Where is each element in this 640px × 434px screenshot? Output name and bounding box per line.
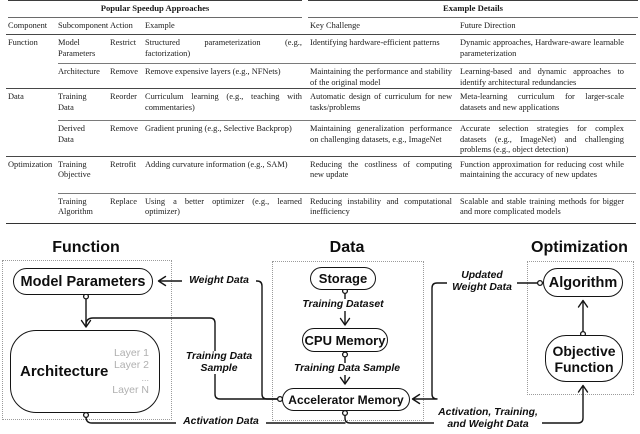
cell-subcomponent: Architecture xyxy=(58,67,100,76)
table-group-header-row xyxy=(0,0,640,18)
group-header-example-details: Example Details xyxy=(308,0,638,18)
column-header-subcomponent: Subcomponent xyxy=(58,20,109,30)
layer-item: Layer 1 xyxy=(113,346,149,359)
layer-item: Layer 2 xyxy=(113,359,149,371)
table-column-header-row xyxy=(0,18,640,35)
connector-dot xyxy=(343,352,348,357)
cell-future-direction: Learning-based and dynamic approaches to identify architectural redundancies xyxy=(460,67,624,87)
cell-example: Gradient pruning (e.g., Selective Backprop) xyxy=(145,124,292,133)
cell-key-challenge: Automatic design of curriculum for new tasks/problems xyxy=(310,92,452,112)
table-row xyxy=(0,64,640,88)
edge-label-training-data-sample-left: Training Data Sample xyxy=(179,351,259,374)
cell-example: Using a better optimizer (e.g., learned optimizer) xyxy=(145,196,302,216)
architecture-label: Architecture xyxy=(20,363,109,380)
table-row xyxy=(0,157,640,193)
cell-subcomponent: Training Algorithm xyxy=(58,196,93,216)
cell-key-challenge: Identifying hardware-efficient patterns xyxy=(310,38,440,47)
node-algorithm: Algorithm xyxy=(543,268,623,297)
connector-dot xyxy=(84,413,89,418)
column-header-key-challenge: Key Challenge xyxy=(310,20,361,30)
edge-label-activation-training-weight-data: Activation, Training, and Weight Data xyxy=(434,407,542,430)
table-row xyxy=(0,89,640,120)
edge-label-training-dataset: Training Dataset xyxy=(294,299,392,311)
cell-key-challenge: Reducing the costliness of computing new update xyxy=(310,159,452,179)
table-bottom-rule xyxy=(6,223,636,224)
node-cpu-memory: CPU Memory xyxy=(302,328,388,352)
table-row xyxy=(0,121,640,156)
training-pipeline-diagram xyxy=(0,230,640,434)
cell-example: Structured parameterization (e.g., factorization) xyxy=(145,38,302,58)
ellipsis: ... xyxy=(141,372,149,383)
table-row xyxy=(0,35,640,63)
connector-dot xyxy=(538,281,543,286)
cell-future-direction: Function approximation for reducing cost while maintaining the accuracy of new updates xyxy=(460,159,624,179)
cell-future-direction: Accurate selection strategies for complex datasets (e.g., ImageNet) and challenging problems (e.g., object detection) xyxy=(460,124,624,154)
cell-action: Remove xyxy=(110,124,138,133)
function-section-title: Function xyxy=(52,239,120,256)
edge-weight-data xyxy=(159,281,280,399)
cell-action: Remove xyxy=(110,67,138,76)
cell-component xyxy=(8,64,58,67)
cell-key-challenge: Reducing instability and computational inefficiency xyxy=(310,196,452,216)
cell-subcomponent: Training Data xyxy=(58,92,87,112)
cell-example: Curriculum learning (e.g., teaching with commentaries) xyxy=(145,92,302,112)
column-header-component: Component xyxy=(8,20,48,30)
cell-subcomponent: Training Objective xyxy=(58,159,91,179)
cell-component xyxy=(8,194,58,197)
cell-key-challenge: Maintaining the performance and stability of the original model xyxy=(310,67,452,87)
cell-action: Restrict xyxy=(110,38,137,47)
cell-future-direction: Dynamic approaches, Hardware-aware learnable parameterization xyxy=(460,38,624,58)
cell-subcomponent: Model Parameters xyxy=(58,38,96,58)
edge-label-activation-data: Activation Data xyxy=(176,416,266,428)
layer-item: Layer N xyxy=(112,384,149,396)
cell-subcomponent: Derived Data xyxy=(58,124,85,144)
data-section-title: Data xyxy=(329,239,365,256)
edge-algorithm-to-accelerator xyxy=(413,283,537,399)
edge-label-weight-data: Weight Data xyxy=(182,275,256,287)
cell-action: Replace xyxy=(110,196,137,206)
cell-future-direction: Meta-learning curriculum for larger-scale datasets and new applications xyxy=(460,92,624,112)
node-accelerator-memory: Accelerator Memory xyxy=(282,388,410,411)
cell-example: Adding curvature information (e.g., SAM) xyxy=(145,159,288,169)
cell-future-direction: Scalable and stable training methods for bigger and more complicated models xyxy=(460,196,624,216)
group-header-popular-speedup-approaches: Popular Speedup Approaches xyxy=(8,0,302,18)
connector-dot xyxy=(343,411,348,416)
edge-label-updated-weight-data: Updated Weight Data xyxy=(447,270,517,293)
architecture-layer-list xyxy=(112,347,149,397)
node-model-parameters: Model Parameters xyxy=(13,268,153,295)
cell-action: Reorder xyxy=(110,92,137,101)
table-row xyxy=(0,194,640,223)
column-header-future-direction: Future Direction xyxy=(460,20,516,30)
cell-action: Retrofit xyxy=(110,159,137,169)
optimization-section-title: Optimization xyxy=(531,239,628,256)
cell-component: Data xyxy=(8,92,24,101)
edge-label-training-data-sample: Training Data Sample xyxy=(289,363,405,375)
cell-example: Remove expensive layers (e.g., NFNets) xyxy=(145,67,281,76)
cell-component: Function xyxy=(8,38,38,47)
cell-key-challenge: Maintaining generalization performance on challenging datasets, e.g., ImageNet xyxy=(310,124,452,144)
cell-component xyxy=(8,121,58,124)
node-objective-function: Objective Function xyxy=(545,335,623,382)
cell-component: Optimization xyxy=(8,159,53,169)
node-architecture xyxy=(10,330,160,413)
node-storage: Storage xyxy=(310,267,376,290)
column-header-example: Example xyxy=(145,20,175,30)
column-header-action: Action xyxy=(110,20,133,30)
